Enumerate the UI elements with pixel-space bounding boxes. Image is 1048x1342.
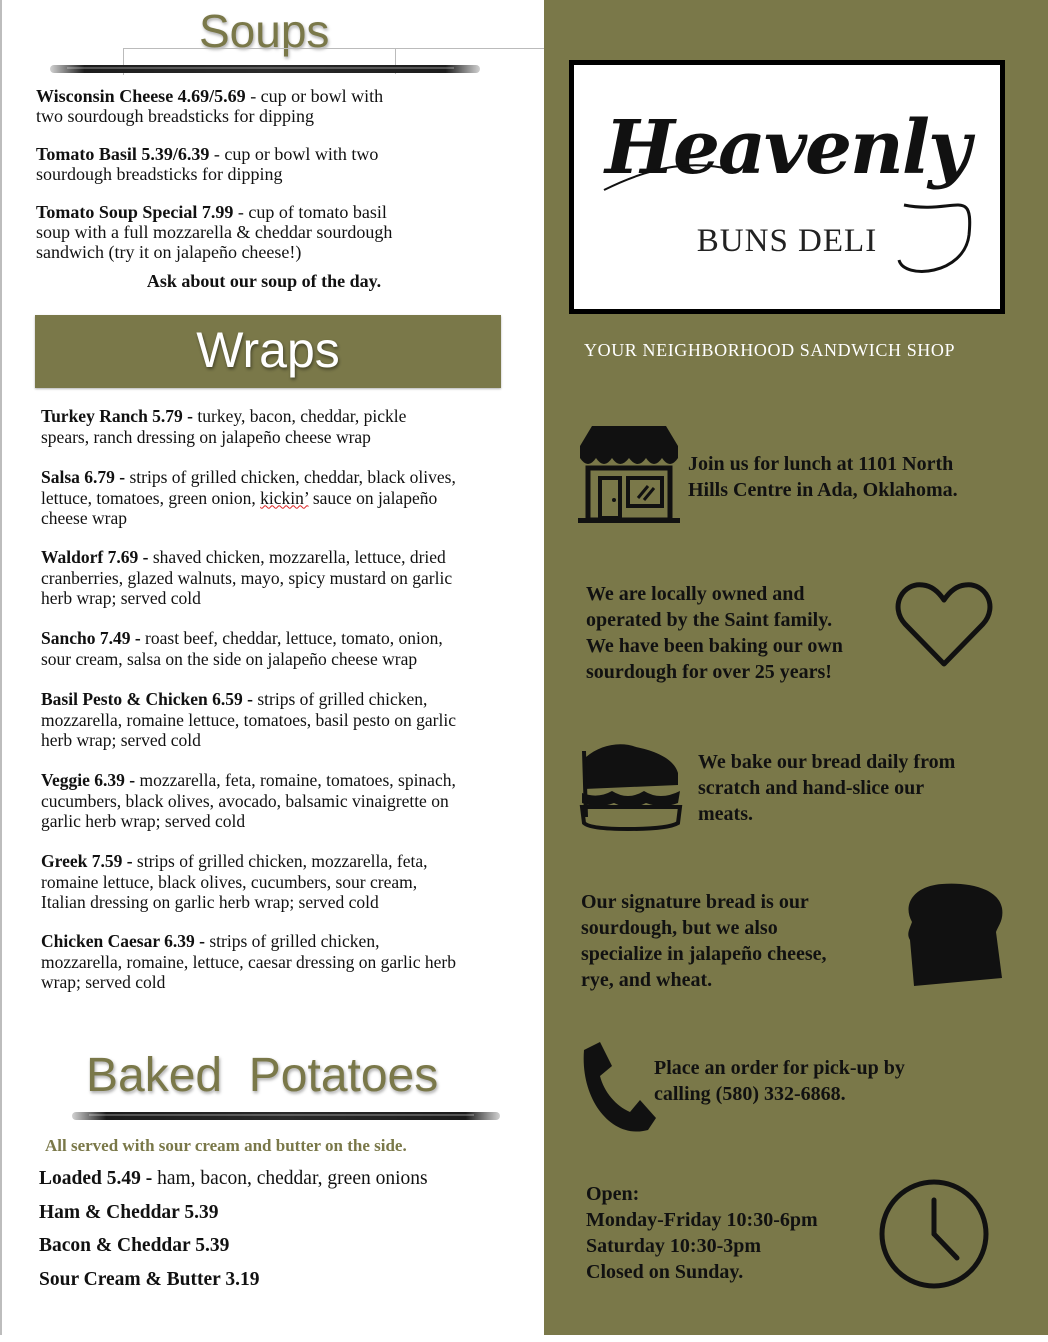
soup-item: Wisconsin Cheese 4.69/5.69 - cup or bowl with two sourdough breadsticks for dipping	[36, 86, 384, 126]
logo-subtitle: BUNS DELI	[696, 223, 878, 259]
wrap-item: Basil Pesto & Chicken 6.59 - strips of grilled chicken, mozzarella, romaine lettuce, tomatoes, basil pesto on garlic herb wrap; served cold	[41, 689, 456, 750]
logo	[569, 60, 1005, 314]
phone-icon	[578, 1040, 658, 1136]
page-bottom-margin	[0, 1335, 1048, 1342]
potato-item: Loaded 5.49 - ham, bacon, cheddar, green onions	[39, 1168, 428, 1189]
soup-of-day-note: Ask about our soup of the day.	[146, 271, 382, 291]
wrap-item: Turkey Ranch 5.79 - turkey, bacon, cheddar, pickle spears, ranch dressing on jalapeño cheese wrap	[41, 406, 407, 447]
potato-item: Ham & Cheddar 5.39	[39, 1202, 219, 1223]
potatoes-heading: Baked Potatoes	[86, 1049, 439, 1102]
heart-icon	[895, 580, 993, 670]
sandwich-icon	[578, 737, 684, 831]
potato-item: Bacon & Cheddar 5.39	[39, 1235, 230, 1256]
storefront-icon	[578, 424, 680, 524]
hours-text: Open: Monday-Friday 10:30-6pm Saturday 10:30-3pm Closed on Sunday.	[586, 1183, 818, 1283]
location-text: Join us for lunch at 1101 North Hills Centre in Ada, Oklahoma.	[688, 453, 958, 501]
potato-item: Sour Cream & Butter 3.19	[39, 1269, 260, 1290]
potatoes-brush-stroke	[72, 1112, 500, 1120]
soups-heading: Soups	[199, 5, 330, 57]
wrap-item: Veggie 6.39 - mozzarella, feta, romaine, tomatoes, spinach, cucumbers, black olives, avocado, balsamic vinaigrette on garlic herb wrap; served cold	[41, 770, 456, 831]
potatoes-note: All served with sour cream and butter on the side.	[45, 1136, 407, 1155]
wrap-item: Greek 7.59 - strips of grilled chicken, mozzarella, feta, romaine lettuce, black olives, cucumbers, sour cream, Italian dressing on garlic herb wrap; served cold	[41, 851, 428, 912]
page-left-edge	[0, 0, 2, 1342]
soup-item: Tomato Basil 5.39/6.39 - cup or bowl with two sourdough breadsticks for dipping	[36, 144, 379, 184]
wraps-heading-bar	[35, 315, 501, 388]
wrap-item: Chicken Caesar 6.39 - strips of grilled chicken, mozzarella, romaine, lettuce, caesar dressing on garlic herb wrap; served cold	[41, 931, 456, 992]
logo-flourish	[574, 65, 1000, 309]
wraps-heading: Wraps	[196, 322, 340, 378]
bread-text: Our signature bread is our sourdough, but we also specialize in jalapeño cheese, rye, and wheat.	[581, 891, 827, 991]
bake-daily-text: We bake our bread daily from scratch and hand-slice our meats.	[698, 751, 956, 825]
owned-text: We are locally owned and operated by the Saint family. We have been baking our own sourdough for over 25 years!	[586, 583, 843, 683]
tagline: YOUR NEIGHBORHOOD SANDWICH SHOP	[584, 340, 956, 360]
wrap-item: Waldorf 7.69 - shaved chicken, mozzarella, lettuce, dried cranberries, glazed walnuts, mayo, spicy mustard on garlic herb wrap; served cold	[41, 547, 453, 608]
wrap-item: Salsa 6.79 - strips of grilled chicken, cheddar, black olives, lettuce, tomatoes, green onion, kickin’ sauce on jalapeño cheese wrap	[41, 467, 456, 528]
logo-script-text: Heavenly	[605, 105, 969, 191]
clock-icon	[877, 1178, 991, 1290]
phone-text: Place an order for pick-up by calling (580) 332-6868.	[654, 1057, 905, 1105]
bread-slice-icon	[902, 882, 1006, 988]
soups-brush-stroke	[50, 65, 480, 73]
soup-item: Tomato Soup Special 7.99 - cup of tomato basil soup with a full mozzarella & cheddar sourdough sandwich (try it on jalapeño cheese!)	[36, 202, 393, 262]
wrap-item: Sancho 7.49 - roast beef, cheddar, lettuce, tomato, onion, sour cream, salsa on the side on jalapeño cheese wrap	[41, 628, 443, 669]
